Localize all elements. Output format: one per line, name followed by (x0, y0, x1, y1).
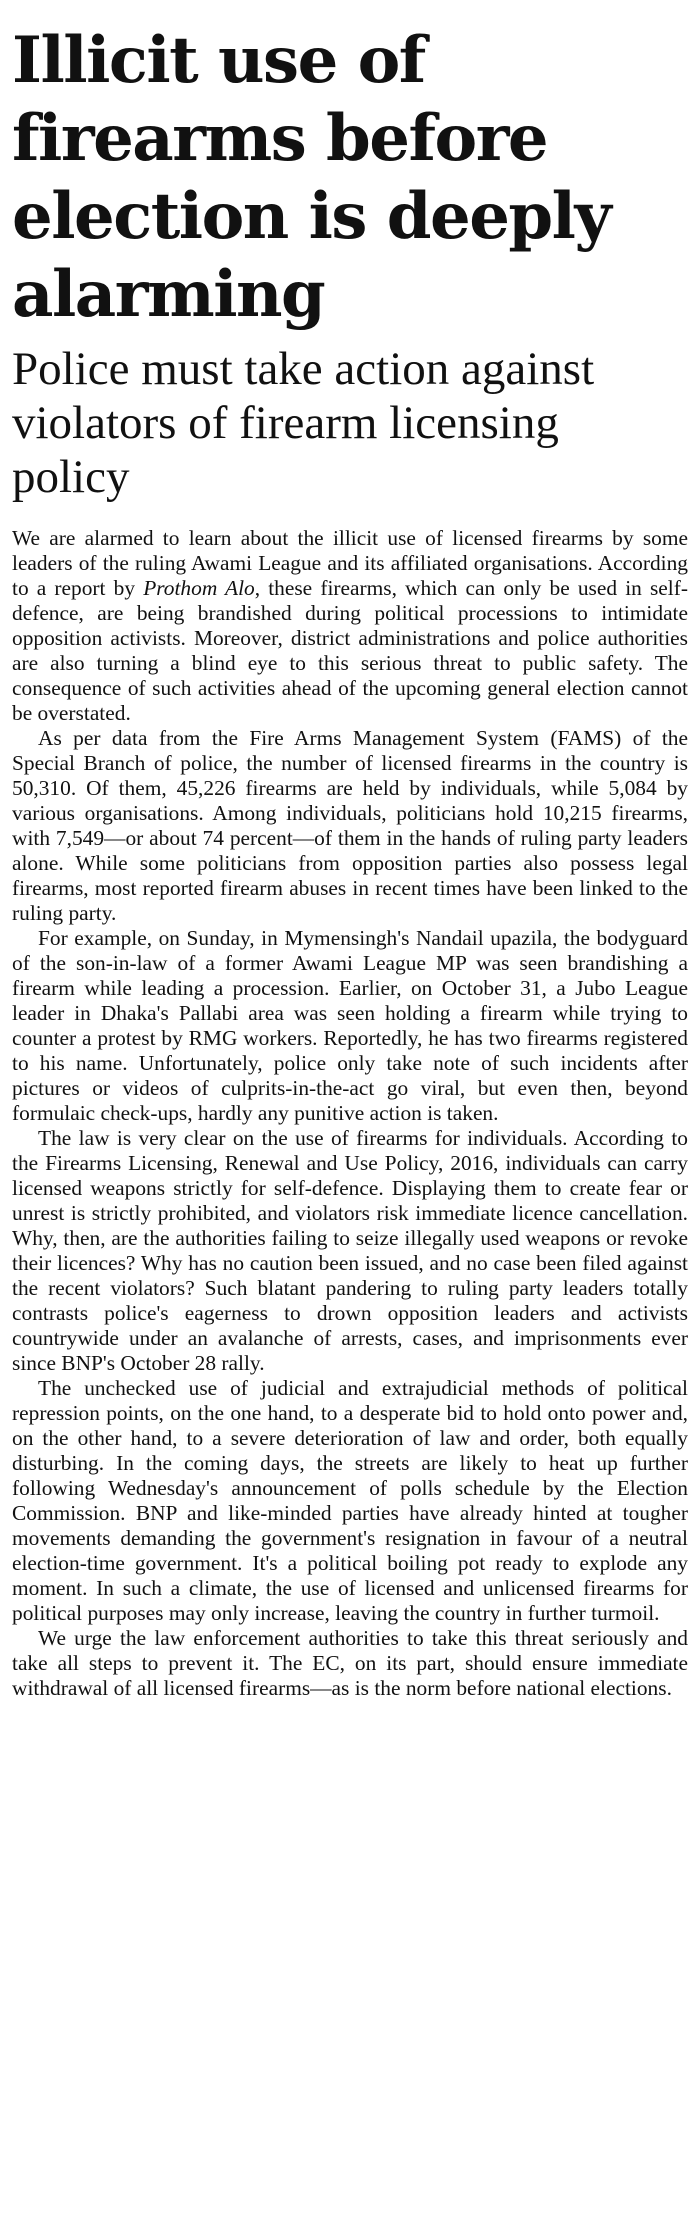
article-body (12, 526, 688, 1701)
paragraph-5: The unchecked use of judicial and extrajudicial methods of political repression points, on the one hand, to a desperate bid to hold onto power and, on the other hand, to a severe deterioration of law and order, both equally disturbing. In the coming days, the streets are likely to heat up further following Wednesday's announcement of polls schedule by the Election Commission. BNP and like-minded parties have already hinted at tougher movements demanding the government's resignation in favour of a neutral election-time government. It's a political boiling pot ready to explode any moment. In such a climate, the use of licensed and unlicensed firearms for political purposes may only increase, leaving the country in further turmoil. (12, 1376, 688, 1625)
paragraph-4: The law is very clear on the use of firearms for individuals. According to the Firearms Licensing, Renewal and Use Policy, 2016, individuals can carry licensed weapons strictly for self-defence. Displaying them to create fear or unrest is strictly prohibited, and violators risk immediate licence cancellation. Why, then, are the authorities failing to seize illegally used weapons or revoke their licences? Why has no caution been issued, and no case been filed against the recent violators? Such blatant pandering to ruling party leaders totally contrasts police's eagerness to drown opposition leaders and activists countrywide under an avalanche of arrests, cases, and imprisonments ever since BNP's October 28 rally. (12, 1126, 688, 1375)
paragraph-1 (12, 526, 688, 726)
paragraph-1-text-start: We are alarmed to learn about the illicit use of licensed firearms by some leaders of the ruling Awami League and its affiliated organisations. According to a report by (12, 526, 688, 600)
headline: Illicit use of firearms before election is deeply alarming (12, 23, 611, 332)
paragraph-3: For example, on Sunday, in Mymensingh's Nandail upazila, the bodyguard of the son-in-law of a former Awami League MP was seen brandishing a firearm while leading a procession. Earlier, on October 31, a Jubo League leader in Dhaka's Pallabi area was seen holding a firearm while trying to counter a protest by RMG workers. Reportedly, he has two firearms registered to his name. Unfortunately, police only take note of such incidents after pictures or videos of culprits-in-the-act go viral, but even then, beyond formulaic check-ups, hardly any punitive action is taken. (12, 926, 688, 1125)
subheadline: Police must take action against violators of firearm licensing policy (12, 343, 595, 503)
paragraph-1-text-end: , these firearms, which can only be used in self-defence, are being brandished during political processions to intimidate opposition activists. Moreover, district administrations and police authorities are also turning a blind eye to this serious threat to public safety. The consequence of such activities ahead of the upcoming general election cannot be overstated. (12, 576, 688, 725)
publication-name: Prothom Alo (143, 576, 255, 600)
paragraph-6: We urge the law enforcement authorities to take this threat seriously and take all steps to prevent it. The EC, on its part, should ensure immediate withdrawal of all licensed firearms—as is the norm before national elections. (12, 1626, 688, 1700)
paragraph-2: As per data from the Fire Arms Management System (FAMS) of the Special Branch of police, the number of licensed firearms in the country is 50,310. Of them, 45,226 firearms are held by individuals, while 5,084 by various organisations. Among individuals, politicians hold 10,215 firearms, with 7,549—or about 74 percent—of them in the hands of ruling party leaders alone. While some politicians from opposition parties also possess legal firearms, most reported firearm abuses in recent times have been linked to the ruling party. (12, 726, 688, 925)
